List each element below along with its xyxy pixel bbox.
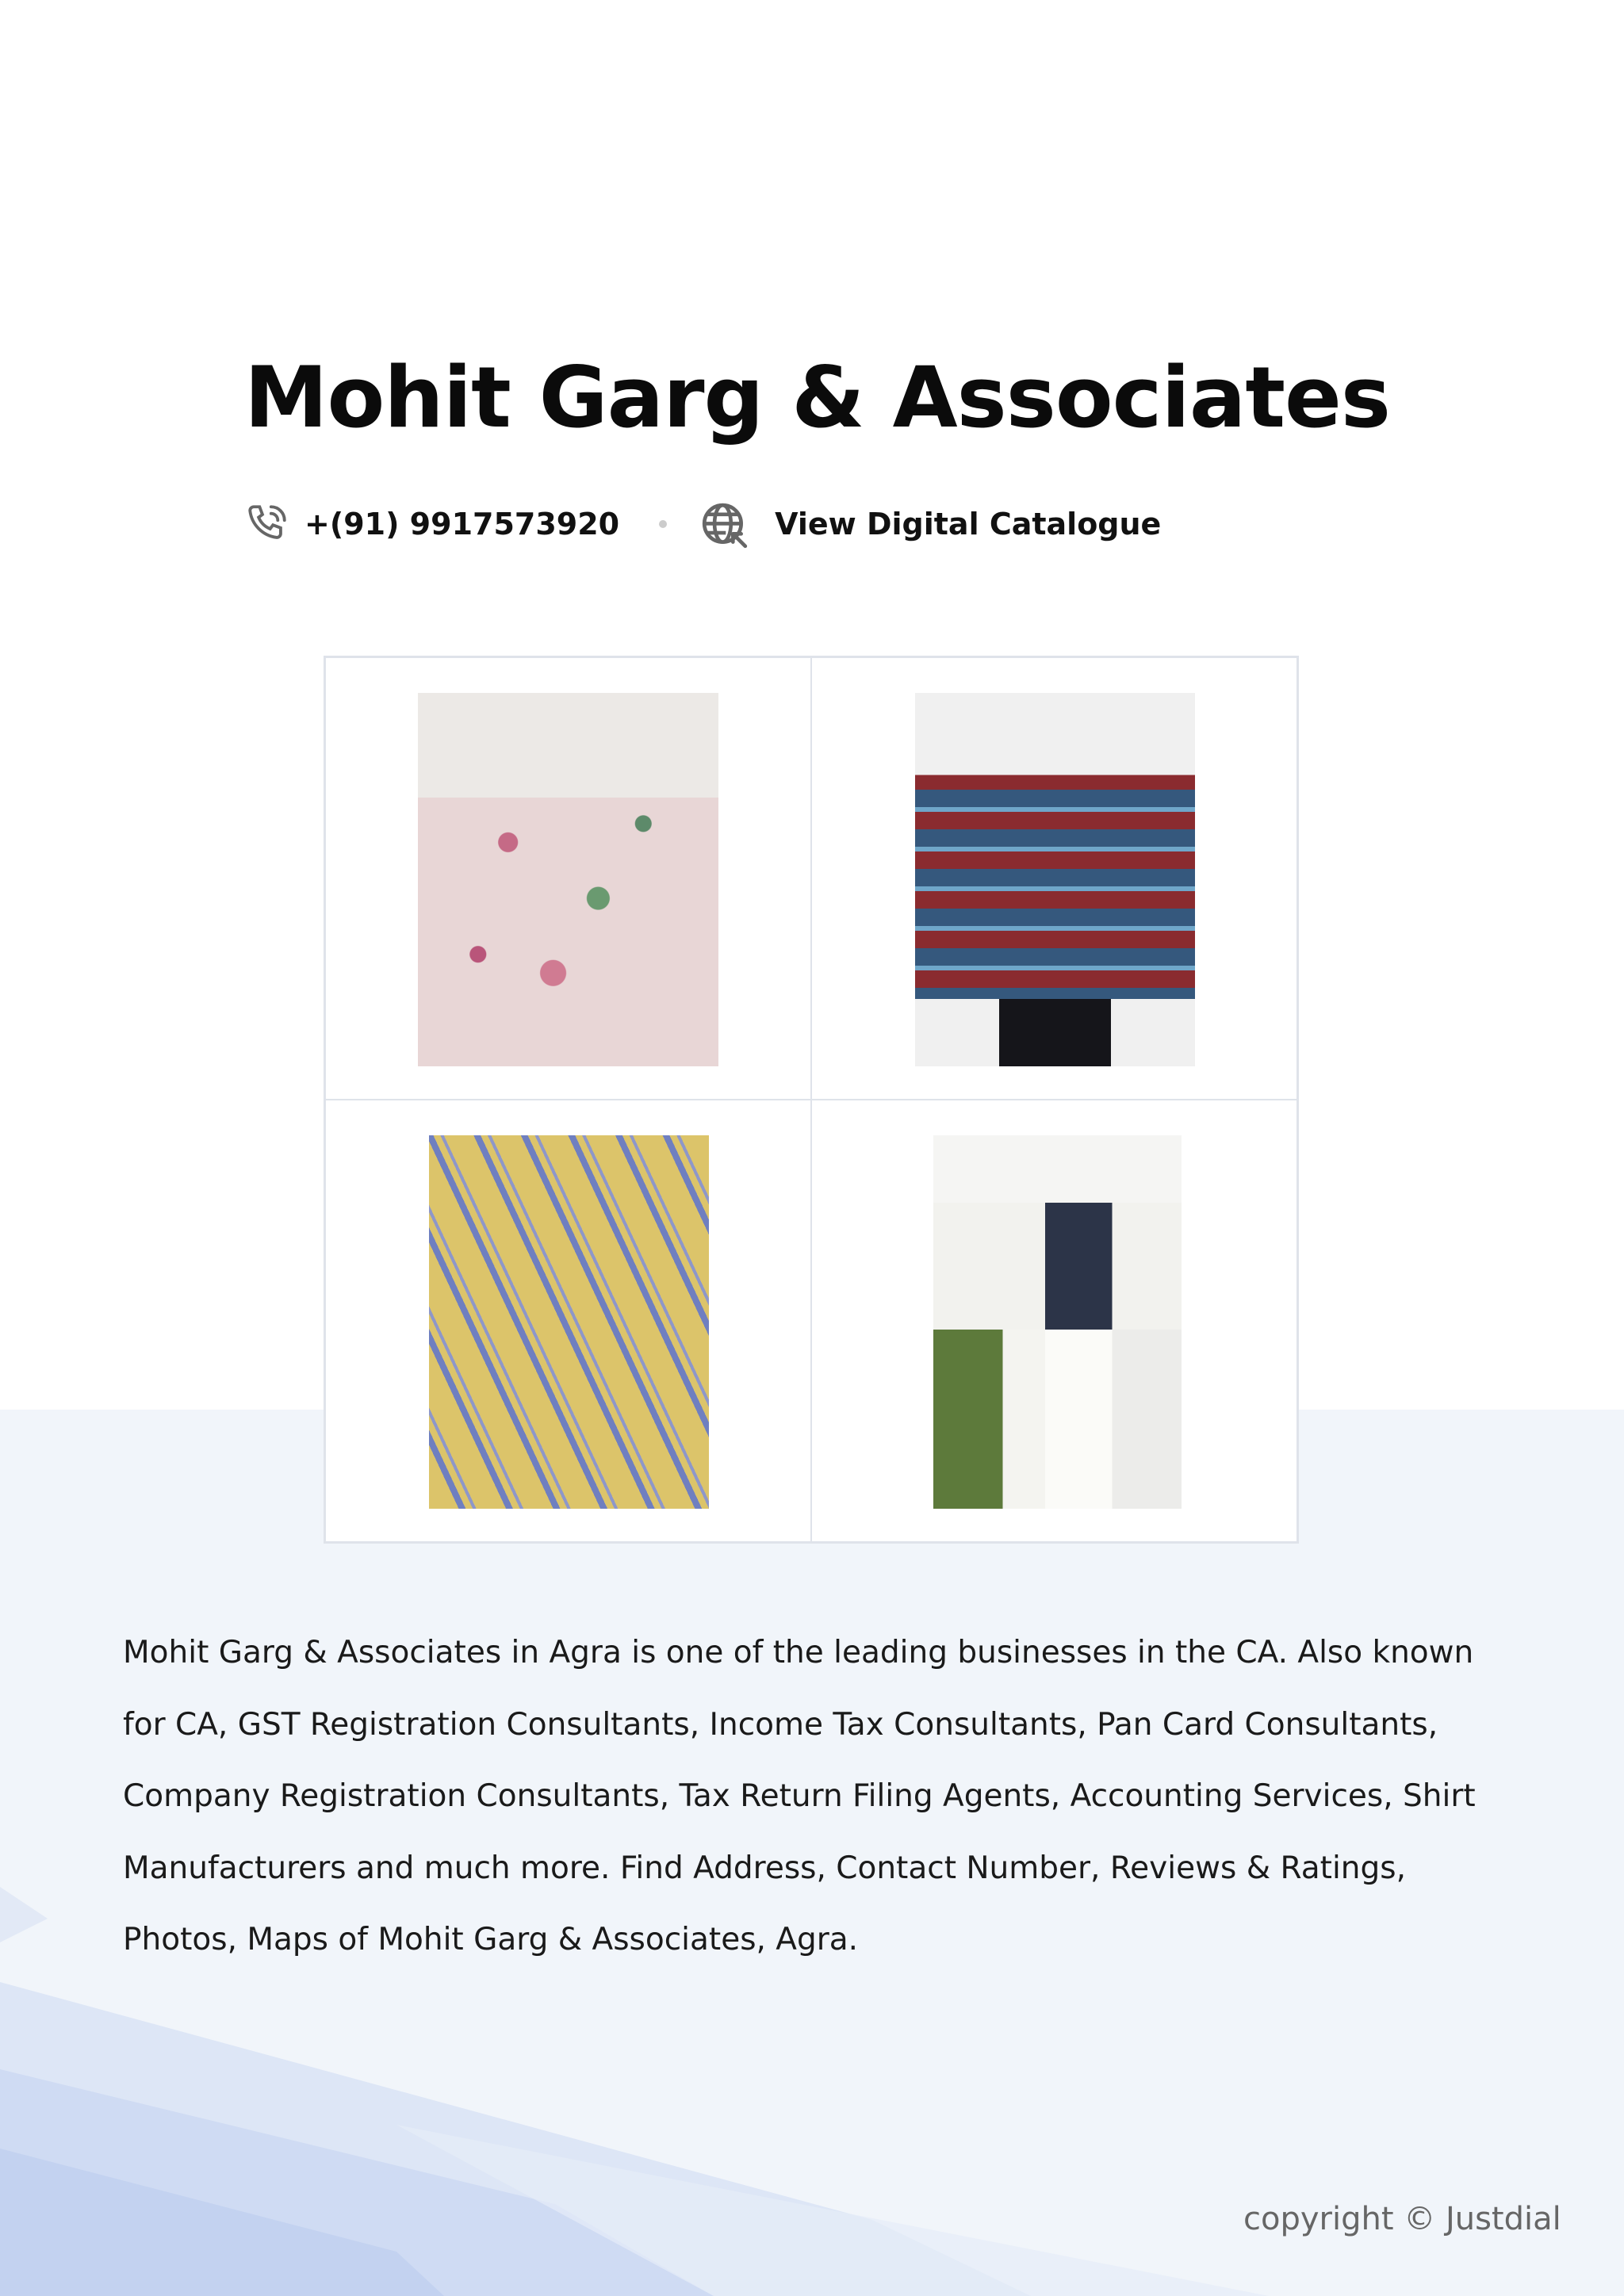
business-name: Mohit Garg & Associates xyxy=(244,349,1391,446)
copyright-text: copyright © Justdial xyxy=(1243,2201,1561,2237)
business-description: Mohit Garg & Associates in Agra is one of the leading businesses in the CA. Also known for CA, GST Registration Consultants, Income Tax Consultants, Pan Card Consultants, Company Registration Consultants, Tax Return Filing Agents, Accounting Services, Shirt Manufacturers and much more. Find Address, Contact Number, Reviews & Ratings, Photos, Maps of Mohit Garg & Associates, Agra. xyxy=(123,1635,1476,1957)
view-digital-catalogue-link[interactable]: View Digital Catalogue xyxy=(775,507,1162,541)
yellow-striped-shirt-photo[interactable] xyxy=(429,1135,709,1509)
gallery-cell[interactable] xyxy=(811,1100,1297,1542)
printed-shirt-model-photo[interactable] xyxy=(933,1135,1182,1509)
contact-row xyxy=(244,498,1161,550)
phone-icon xyxy=(244,501,290,547)
phone-number-link[interactable]: +(91) 9917573920 xyxy=(304,507,620,541)
globe-icon xyxy=(700,501,746,547)
product-gallery xyxy=(324,656,1299,1544)
floral-shirt-photo[interactable] xyxy=(418,693,718,1066)
gallery-cell[interactable] xyxy=(325,657,811,1100)
gallery-cell[interactable] xyxy=(811,657,1297,1100)
striped-tshirt-photo[interactable] xyxy=(915,693,1195,1066)
separator-dot xyxy=(659,520,667,528)
gallery-cell[interactable] xyxy=(325,1100,811,1542)
